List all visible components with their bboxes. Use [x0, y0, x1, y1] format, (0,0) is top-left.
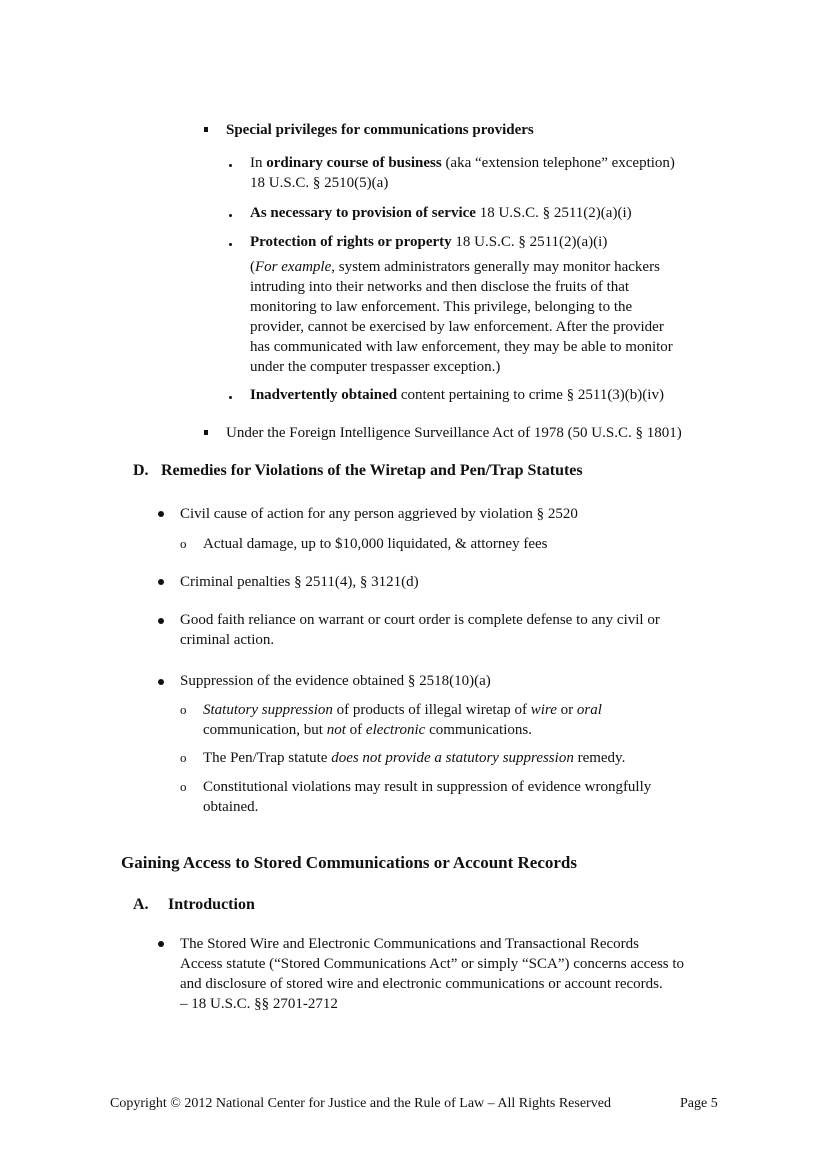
- list-item-continuation: criminal action.: [180, 632, 275, 648]
- sub-list-item: Actual damage, up to $10,000 liquidated, & attorney fees: [203, 536, 548, 552]
- list-item: In ordinary course of business (aka “extension telephone” exception): [250, 155, 675, 171]
- bullet-icon: [158, 618, 164, 624]
- bullet-icon: [158, 579, 164, 585]
- circle-bullet-icon: o: [180, 702, 187, 717]
- list-item: Inadvertently obtained content pertaining to crime § 2511(3)(b)(iv): [250, 387, 664, 403]
- list-item: Good faith reliance on warrant or court order is complete defense to any civil or: [180, 612, 660, 628]
- note-text: (For example, system administrators generally may monitor hackers: [250, 259, 660, 275]
- bullet-icon: [229, 243, 232, 246]
- section-letter: D.: [133, 462, 149, 479]
- subsection-heading: Special privileges for communications providers: [226, 122, 534, 138]
- square-bullet-icon: [204, 430, 208, 435]
- circle-bullet-icon: o: [180, 750, 187, 765]
- circle-bullet-icon: o: [180, 779, 187, 794]
- sub-list-item: Constitutional violations may result in suppression of evidence wrongfully: [203, 779, 652, 795]
- list-item: Criminal penalties § 2511(4), § 3121(d): [180, 574, 419, 590]
- list-item-continuation: Access statute (“Stored Communications Act” or simply “SCA”) concerns access to: [180, 956, 685, 972]
- list-item-continuation: 18 U.S.C. § 2510(5)(a): [250, 175, 389, 191]
- sub-list-item-continuation: communication, but not of electronic communications.: [203, 722, 532, 738]
- list-item: Under the Foreign Intelligence Surveillance Act of 1978 (50 U.S.C. § 1801): [226, 425, 682, 441]
- list-item-continuation: and disclosure of stored wire and electronic communications or account records.: [180, 976, 663, 992]
- sub-list-item: Statutory suppression of products of illegal wiretap of wire or oral: [203, 702, 602, 718]
- list-item: Civil cause of action for any person aggrieved by violation § 2520: [180, 506, 578, 522]
- section-heading: Introduction: [168, 896, 255, 913]
- sub-list-item: The Pen/Trap statute does not provide a statutory suppression remedy.: [203, 750, 626, 766]
- note-text: intruding into their networks and then disclose the fruits of that: [250, 279, 630, 295]
- section-heading: Remedies for Violations of the Wiretap and Pen/Trap Statutes: [161, 462, 583, 479]
- sub-list-item-continuation: obtained.: [203, 799, 259, 815]
- circle-bullet-icon: o: [180, 536, 187, 551]
- square-bullet-icon: [204, 127, 208, 132]
- bullet-icon: [158, 941, 164, 947]
- bullet-icon: [158, 679, 164, 685]
- major-heading: Gaining Access to Stored Communications or Account Records: [121, 853, 578, 872]
- list-item: As necessary to provision of service 18 U.S.C. § 2511(2)(a)(i): [250, 205, 632, 221]
- page-number: Page 5: [680, 1096, 718, 1111]
- note-text: monitoring to law enforcement. This privilege, belonging to the: [250, 299, 633, 315]
- list-item: Protection of rights or property 18 U.S.C. § 2511(2)(a)(i): [250, 234, 608, 250]
- note-text: has communicated with law enforcement, they may be able to monitor: [250, 339, 673, 355]
- bullet-icon: [229, 396, 232, 399]
- list-item: Suppression of the evidence obtained § 2518(10)(a): [180, 673, 491, 689]
- footer-copyright: Copyright © 2012 National Center for Justice and the Rule of Law – All Rights Reserved: [110, 1096, 611, 1111]
- list-item-continuation: – 18 U.S.C. §§ 2701-2712: [180, 996, 338, 1012]
- note-text: provider, cannot be exercised by law enforcement. After the provider: [250, 319, 664, 335]
- bullet-icon: [158, 511, 164, 517]
- bullet-icon: [229, 164, 232, 167]
- note-text: under the computer trespasser exception.): [250, 359, 501, 375]
- list-item: The Stored Wire and Electronic Communications and Transactional Records: [180, 936, 640, 952]
- section-letter: A.: [133, 896, 149, 913]
- bullet-icon: [229, 214, 232, 217]
